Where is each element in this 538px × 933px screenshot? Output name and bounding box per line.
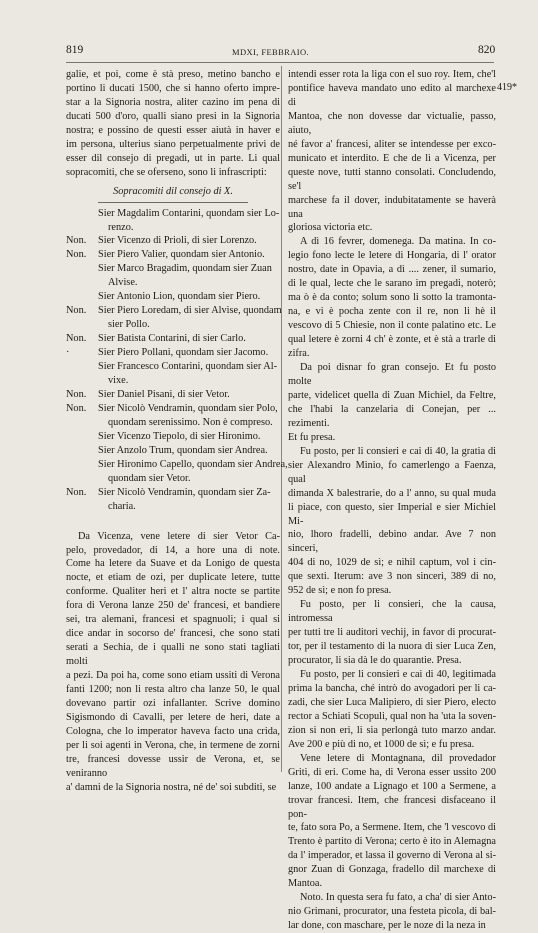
text-line: zifra. [288,348,310,360]
text-line: dice andar in socorso de' francesi, che sono stati [66,628,280,640]
entry-text: Sier Anzolo Trum, quondam sier Andrea. [98,444,268,456]
text-line: Mantoa, che non dovesse dar victualie, passo, aiuto, [288,110,496,136]
left-column [66,68,288,795]
text-line: a pezi. Da poi ha, come sono etiam ussiti di Verona [66,670,280,682]
text-line: fora di Verona lanze 250 de' francesi, et bandiere [66,600,280,612]
entry-text: Sier Magdalim Contarini, quondam sier Lo- [98,207,280,219]
sopracomito-entry [66,304,280,332]
text-line: sier Alexandro Minio, fo camerlengo a Faenza, qual [288,459,496,485]
sopracomito-entry [66,444,280,458]
text-line: te, fato sora Po, a Sermene. Item, che 'l vescovo di [288,822,496,834]
text-line: im persona, ulterius siano perpetualmente privi de [66,138,280,150]
entry-prefix: · [66,347,70,359]
sopracomito-entry [66,290,280,304]
entry-text: Sier Marco Bragadim, quondam sier Zuan [98,263,272,275]
entry-text: Sier Batista Contarini, di sier Carlo. [98,333,246,345]
text-line: dovevano partir ozi infallanter. Scrive domino [66,697,280,709]
entry-prefix: Non. [66,305,87,317]
text-line: per li soi agenti in Verona, che, in termene de zorni [66,739,280,751]
sopracomito-entry [66,388,280,402]
text-line: li piace, con questo, sier Imperial e sier Michiel Mi- [288,501,496,527]
sopracomiti-list [66,207,288,514]
text-line: di le qual, lecte che le sarano im pregadi, noterò; [288,278,496,290]
entry-prefix: Non. [66,235,87,247]
text-line: Fu posto, per li consieri, che la causa, intromessa [288,599,496,625]
text-line: parte, videlicet quella di Zuan Michiel, da Feltre, [288,389,496,401]
text-line: nostro, date in Opavia, a dì .... zener, il sumario, [288,264,496,276]
right-paragraph-7 [288,752,496,892]
text-line: dimanda X balestrarie, do a l' anno, su qual muda [288,487,496,499]
text-line: intendi esser rota la liga con el suo roy. Item, che'l [288,69,496,80]
sopracomito-entry [66,234,280,248]
text-line: Mantoa. [288,878,323,890]
text-line: esser dil consejo di pregadi, ut in parte. Li qual [66,152,280,164]
text-line: rector a Schiati Scopuli, qual non ha 'uta la soven- [288,710,496,722]
text-line: lar done, con maschare, per le noze di la neza in [288,920,486,932]
text-line: Fu posto, per li consieri e cai di 40, la gratia di [300,445,496,457]
entry-text: renzo. [108,221,134,233]
text-line: nostra; e possino de questi esser aiutà in haver e [66,124,280,136]
right-paragraph-1 [288,68,496,235]
sopracomito-entry [66,248,280,262]
column-separator [281,66,282,772]
text-line: gloriosa victoria etc. [288,222,373,234]
entry-text: Sier Antonio Lion, quondam sier Piero. [98,291,261,303]
text-line: tre, francesi dovesse ussir de Verona, et, se veniranno [66,753,280,779]
text-line: Et fu presa. [288,431,336,443]
entry-text: Sier Hironimo Capello, quondam sier Andrea, [98,458,288,470]
entry-text: charia. [108,500,136,512]
margin-note: 419* [497,82,517,93]
text-line: pelo, provedador, di 14, a hore una di note. [66,544,280,556]
text-line: conforme. Qualiter heri et l' altra nocte se partite [66,586,280,598]
header-rule [66,62,494,63]
text-line: serati a Sechia, de i qualli ne sono stati tagliati molti [66,642,280,668]
text-line: tor, per il testamento di la nuora di sier Luca Zen, [288,641,496,653]
text-line: zadi, che sier Luca Malipiero, di sier Piero, electo [288,696,496,708]
sopracomito-entry [66,262,280,290]
entry-text: Sier Vicenzo di Prioli, di sier Lorenzo. [98,235,257,247]
text-line: per tutti tre li auditori vechij, in favor di procurat- [288,627,496,639]
entry-prefix: Non. [66,249,87,261]
left-top-paragraph [66,68,280,180]
text-line: portino li ducati 1500, che si hanno oferto impre- [66,82,280,94]
entry-text: Sier Piero Valier, quondam sier Antonio. [98,249,265,261]
entry-text: Sier Vicenzo Tiepolo, di sier Hironimo. [98,430,261,442]
text-line: Noto. In questa sera fu fato, a cha' di sier Anto- [300,892,496,904]
text-line: Da Vicenza, vene letere di sier Vetor Ca- [78,530,280,542]
text-line: che l'habi la canzelaria di Conejan, per ... rezimenti. [288,403,496,429]
text-line: sopracomiti, che se oferseno, sono li infrascripti: [66,166,267,178]
right-paragraph-2 [288,235,496,361]
entry-prefix: Non. [66,388,87,400]
text-line: que sexti. Iterum: ave 3 non sinceri, 389 di no, [288,571,496,583]
text-line: Griti, di eri. Come ha, di Verona esser ussito 200 [288,766,496,778]
sopracomito-entry [66,346,280,360]
text-line: pontifice haveva mandato uno edito al marchexe di [288,82,496,108]
right-page-number: 820 [478,44,496,56]
text-line: Come ha letere da Suave et da Lonigo de questa [66,558,280,570]
text-line: sei, tra alemani, francesi et spagnuoli; i qual si [66,614,280,626]
sopracomito-entry [66,430,280,444]
section-title: Sopracomiti dil consejo di X. [113,185,233,197]
running-header: MDXI, FEBBRAIO. [232,47,310,57]
right-paragraph-3 [288,361,496,445]
sopracomito-entry [66,332,280,346]
text-line: Cologna, che lo imperator haveva facto una crida, [66,725,280,737]
text-line: trovar francesi. Item, che francesi disfaceano il pon- [288,794,496,820]
text-line: legio fono lecte le letere di Hongaria, di l' orator [288,250,496,262]
text-line: nio Grimani, procurator, una festeta picola, di bal- [288,906,496,918]
text-line: 952 de sì; e non fo presa. [288,585,392,597]
text-line: Da poi disnar fo gran consejo. Et fu posto molte [288,362,496,387]
text-line: da l' imperador, et lassa il governo di Verona al si- [288,850,496,862]
entry-text: Sier Piero Loredam, di sier Alvise, quondam [98,305,282,317]
entry-text: Sier Nicolò Vendramin, quondam sier Polo, [98,402,278,414]
text-line: Fu posto, per li consieri e cai di 40, legitimada [300,668,496,680]
text-line: procurator, li sia dà le do quarantie. Presa. [288,655,462,667]
text-line: Trento è partito di Verona; certo è ito in Alemagna [288,836,496,848]
right-paragraph-5 [288,598,496,668]
sopracomito-entry [66,360,280,388]
right-column [288,68,496,933]
text-line: queste nove, tutti stanno consolati. Concludendo, se'l [288,166,496,192]
text-line: municato et interdito. E che de lì a Vicenza, per [288,152,496,164]
text-line: marchese fa il dover, indubitatamente se haverà una [288,194,496,220]
text-line: a' damni de la Signoria nostra, né de' soi subditi, se [66,781,277,793]
entry-text: quondam sier Vetor. [108,472,191,484]
sopracomito-entry [66,402,280,430]
sopracomito-entry [66,207,280,235]
entry-text: vixe. [108,375,129,387]
text-line: galie, et poi, come è stà preso, metino bancho e [66,69,280,80]
text-line: A dì 16 fevrer, domenega. Da matina. In co- [300,236,496,248]
text-line: na, e vi è pocha zente con il re, non li hè il [288,306,496,318]
entry-prefix: Non. [66,402,87,414]
entry-text: Sier Nicolò Vendramin, quondam sier Za- [98,486,271,498]
right-paragraph-4 [288,445,496,598]
text-line: né favor a' francesi, aliter se intendesse per exco- [288,138,496,150]
text-line: star a la Signoria nostra, aliter cazino im pena di [66,96,280,108]
entry-text: Sier Daniel Pisani, di sier Vetor. [98,388,230,400]
text-line: lanze, 100 andate a Lignago et 100 a Sermene, a [288,780,496,792]
entry-text: sier Pollo. [108,319,150,331]
text-line: nio, lhoro fradelli, debino andar. Ave 7 non sinceri, [288,529,496,555]
entry-text: Alvise. [108,277,138,289]
sopracomito-entry [66,486,280,514]
text-line: prima la bancha, ché intrò do avogadori per li ca- [288,682,496,694]
left-bottom-paragraph [66,530,280,795]
text-line: nocte, et etiam de ozi, per duplicate letere, tutte [66,572,280,584]
text-line: zion si non eri, li sia perlongà tuto marzo andar. [288,724,496,736]
entry-prefix: Non. [66,486,87,498]
title-rule [98,202,248,203]
text-line: Vene letere di Montagnana, dil provedador [300,752,496,764]
text-line: gnor Zuan di Gonzaga, fradello dil marchexe di [288,864,496,876]
entry-prefix: Non. [66,333,87,345]
entry-text: quondam serenissimo. Non è compreso. [108,416,273,428]
right-paragraph-6 [288,668,496,752]
text-line: Sigismondo di Cavalli, per letere de heri, date a [66,711,280,723]
left-page-number: 819 [66,44,84,56]
sopracomito-entry [66,458,288,486]
text-line: qual letere è zorni 4 ch' è zonte, et è stà a trarle di [288,334,496,346]
text-line: vescovo di 5 Chiesie, non il conte palatino etc. Le [288,320,496,332]
text-line: Ave 200 e più di no, et 1000 de sì; e fu presa. [288,738,475,750]
text-line: ma ò è da conto; solum sono li sotto la tramonta- [288,292,496,304]
entry-text: Sier Piero Pollani, quondam sier Jacomo. [98,347,269,359]
text-line: 404 di no, 1029 de sì; e nihil captum, vol i cin- [288,557,496,569]
entry-text: Sier Francesco Contarini, quondam sier Al- [98,361,278,373]
text-line: ducati 500 d'oro, qualli siano presi in la Signoria [66,110,280,122]
right-paragraph-8 [288,891,496,933]
text-line: fanti 1200; non li resta altro cha lanze 50, le qual [66,684,280,696]
